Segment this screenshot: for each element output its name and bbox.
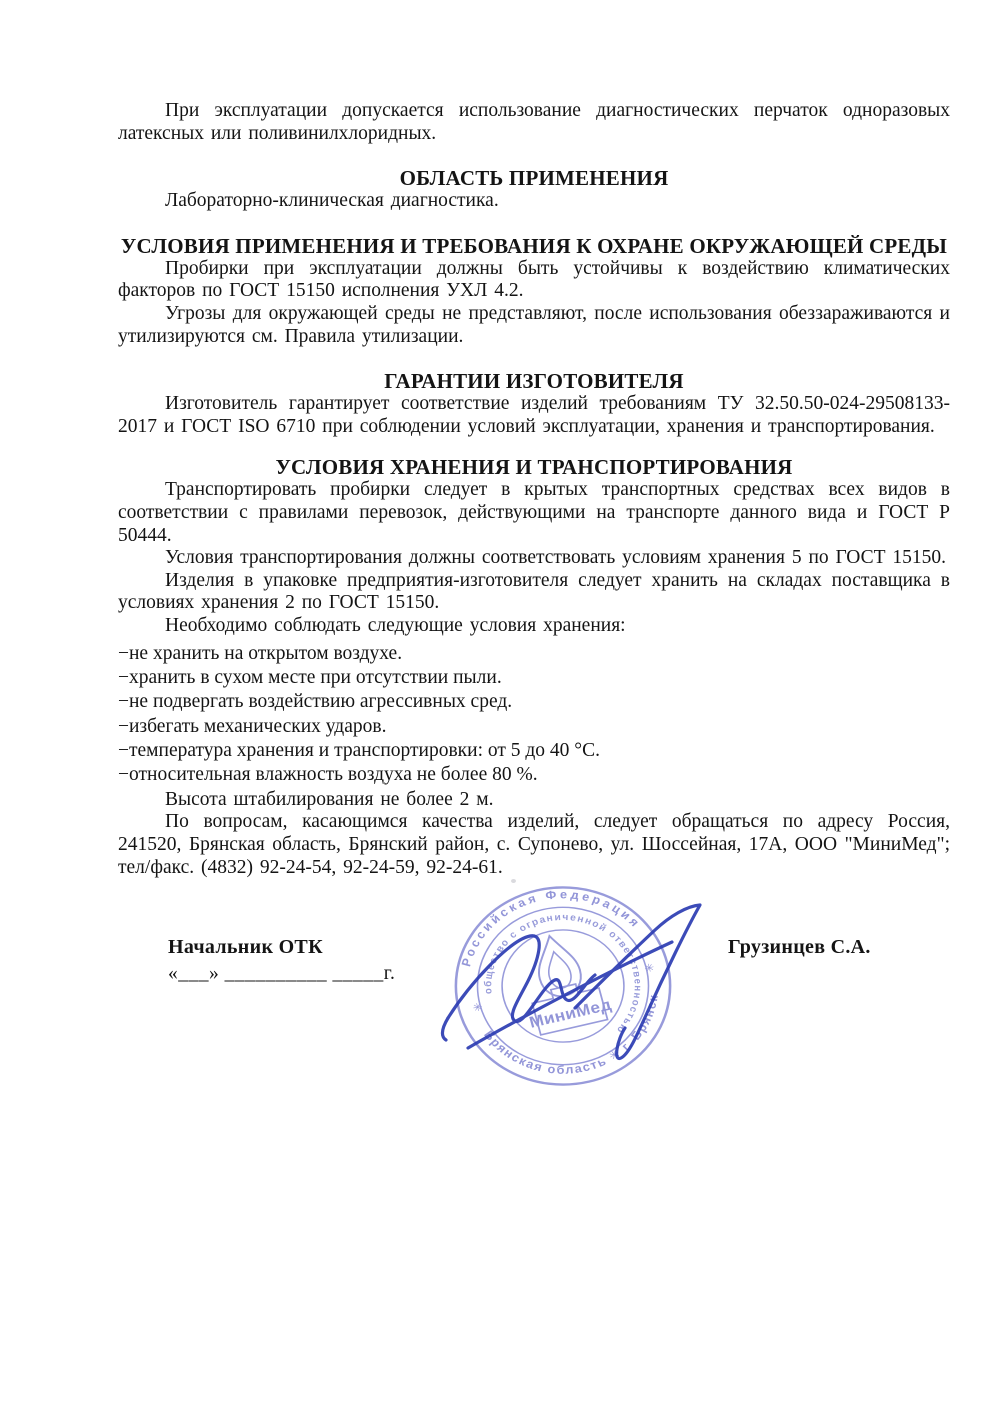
section-heading-application-area: ОБЛАСТЬ ПРИМЕНЕНИЯ xyxy=(399,166,669,191)
stamp-asterisk-left: ✳ xyxy=(471,1001,485,1015)
paragraph: Изготовитель гарантирует соответствие изделий требованиям ТУ 32.50.50-024-29508133-2017 и ГОСТ ISO 6710 при соблюдении условий эксплуатации, хранения и транспортирования. xyxy=(118,393,950,437)
stamp-asterisk-right: ✳ xyxy=(643,962,656,976)
list-item: −не подвергать воздействию агрессивных сред. xyxy=(118,691,513,713)
signature-stroke-loops xyxy=(448,936,595,1022)
stamp-inner-ring-text: общество с ограниченной ответственностью xyxy=(482,912,644,1036)
signature-stroke-hook xyxy=(442,1018,448,1040)
list-item: −температура хранения и транспортировки: от 5 до 40 °С. xyxy=(118,740,600,762)
paragraph: Пробирки при эксплуатации должны быть устойчивы к воздействию климатических факторов по ГОСТ 15150 исполнения УХЛ 4.2. xyxy=(118,257,950,302)
paragraph: Лабораторно-клиническая диагностика. xyxy=(165,190,499,212)
contact-address-paragraph: По вопросам, касающимся качества изделий, следует обращаться по адресу Россия, 241520, Брянская область, Брянский район, с. Супонево, ул. Шоссейная, 17А, ООО "МиниМед"; тел/факс. (4832) 92-24-54, 92-24-59, 92-24-61. xyxy=(118,811,950,878)
stamp-outer-ring-top-text: Российская Федерация xyxy=(458,887,645,969)
signee-position-title: Начальник ОТК xyxy=(168,936,323,959)
storage-conditions-list xyxy=(118,643,950,788)
section-heading-usage-conditions: УСЛОВИЯ ПРИМЕНЕНИЯ И ТРЕБОВАНИЯ К ОХРАНЕ ОКРУЖАЮЩЕЙ СРЕДЫ xyxy=(120,233,948,258)
list-item: −хранить в сухом месте при отсутствии пыли. xyxy=(118,666,502,688)
paragraph: Необходимо соблюдать следующие условия хранения: xyxy=(165,614,626,636)
paragraph: Условия транспортирования должны соответствовать условиям хранения 5 по ГОСТ 15150. xyxy=(165,547,947,569)
stamp-outer-ring-bottom-text: Брянская область ✳ г. Брянск xyxy=(480,993,662,1077)
intro-paragraph: При эксплуатации допускается использование диагностических перчаток одноразовых латексных или поливинилхлоридных. xyxy=(118,100,950,144)
handwritten-signature xyxy=(425,878,725,1093)
list-item: −избегать механических ударов. xyxy=(118,715,387,737)
list-item: −не хранить на открытом воздухе. xyxy=(118,642,403,664)
section-heading-manufacturer-warranty: ГАРАНТИИ ИЗГОТОВИТЕЛЯ xyxy=(384,369,684,394)
list-item: −относительная влажность воздуха не более 80 %. xyxy=(118,764,538,786)
signee-name: Грузинцев С.А. xyxy=(728,936,871,959)
paragraph: Угрозы для окружающей среды не представляют, после использования обеззараживаются и утилизируются см. Правила утилизации. xyxy=(118,302,950,347)
section-heading-storage-transport: УСЛОВИЯ ХРАНЕНИЯ И ТРАНСПОРТИРОВАНИЯ xyxy=(275,455,793,480)
paragraph: Изделия в упаковке предприятия-изготовителя следует хранить на складах поставщика в условиях хранения 2 по ГОСТ 15150. xyxy=(118,569,950,614)
signature-graphic xyxy=(425,878,725,1093)
paragraph: Транспортировать пробирки следует в крытых транспортных средствах всех видов в соответствии с правилами перевозок, действующими на транспорте данного вида и ГОСТ Р 50444. xyxy=(118,479,950,546)
stamp-center-name: МиниМед xyxy=(527,995,614,1032)
date-blank-line: «___» __________ _____г. xyxy=(168,963,396,985)
paragraph: Высота штабилирования не более 2 м. xyxy=(165,788,494,810)
